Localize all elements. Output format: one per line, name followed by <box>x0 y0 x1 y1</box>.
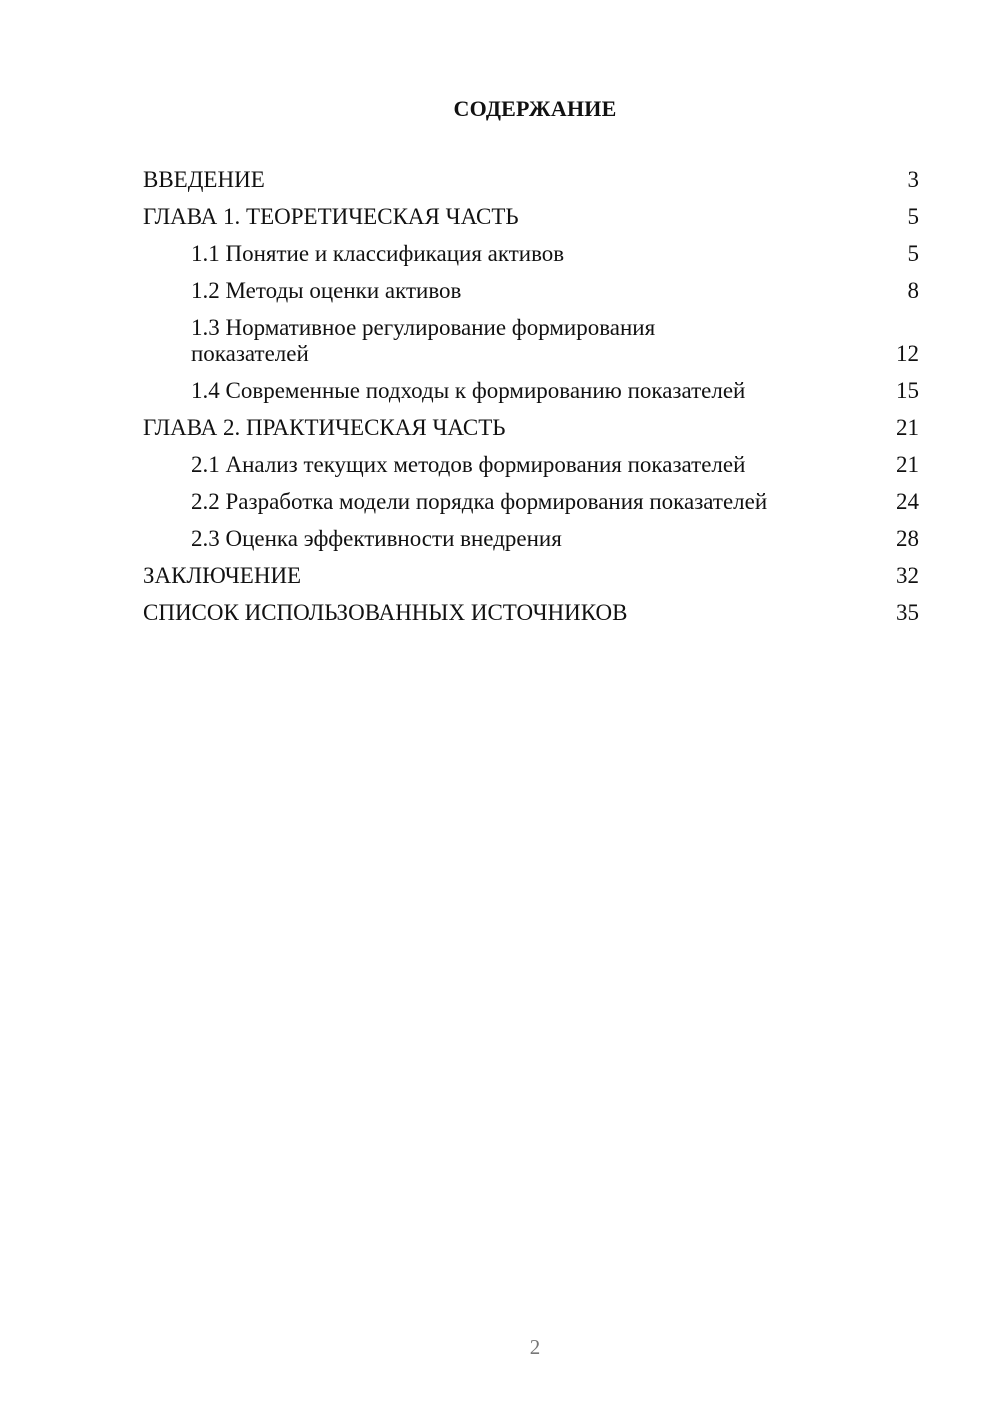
toc-entry-section-1-3 <box>143 315 919 367</box>
toc-entry-label: ГЛАВА 2. ПРАКТИЧЕСКАЯ ЧАСТЬ <box>143 415 506 440</box>
page-number: 2 <box>529 1335 541 1359</box>
toc-entry-page: 5 <box>907 241 919 266</box>
toc-entry-label: СПИСОК ИСПОЛЬЗОВАННЫХ ИСТОЧНИКОВ <box>143 600 628 625</box>
toc-entry-introduction <box>143 167 919 193</box>
toc-entry-label: ВВЕДЕНИЕ <box>143 167 265 192</box>
toc-entry-section-2-2 <box>143 489 919 515</box>
toc-entry-label: 2.2 Разработка модели порядка формирования показателей <box>191 489 768 514</box>
toc-entry-chapter-2 <box>143 415 919 441</box>
toc-entry-section-1-4 <box>143 378 919 404</box>
toc-entry-label: 1.2 Методы оценки активов <box>191 278 462 303</box>
toc-entry-page: 32 <box>896 563 919 588</box>
toc-entry-label: 2.1 Анализ текущих методов формирования показателей <box>191 452 746 477</box>
toc-entry-label: 2.3 Оценка эффективности внедрения <box>191 526 562 551</box>
toc-entry-section-1-1 <box>143 241 919 267</box>
toc-entry-section-1-2 <box>143 278 919 304</box>
toc-entry-page: 21 <box>896 452 919 477</box>
toc-entry-page: 35 <box>896 600 919 625</box>
toc-entry-label: 1.1 Понятие и классификация активов <box>191 241 565 266</box>
toc-entry-label: 1.4 Современные подходы к формированию показателей <box>191 378 746 403</box>
toc-entry-label: 1.3 Нормативное регулирование формирования показателей <box>191 315 656 366</box>
toc-entry-page: 21 <box>896 415 919 440</box>
toc-entry-label: ГЛАВА 1. ТЕОРЕТИЧЕСКАЯ ЧАСТЬ <box>143 204 519 229</box>
toc-entry-page: 5 <box>907 204 919 229</box>
toc-entry-page: 15 <box>896 378 919 403</box>
toc-entry-page: 24 <box>896 489 919 514</box>
toc-entry-page: 8 <box>907 278 919 303</box>
toc-entry-references <box>143 600 919 626</box>
toc-entry-section-2-3 <box>143 526 919 552</box>
table-of-contents <box>143 167 919 637</box>
toc-entry-label: ЗАКЛЮЧЕНИЕ <box>143 563 302 588</box>
toc-entry-page: 3 <box>907 167 919 192</box>
toc-entry-page: 12 <box>896 341 919 366</box>
toc-entry-conclusion <box>143 563 919 589</box>
toc-entry-chapter-1 <box>143 204 919 230</box>
toc-entry-section-2-1 <box>143 452 919 478</box>
page-title: СОДЕРЖАНИЕ <box>453 96 617 121</box>
toc-entry-page: 28 <box>896 526 919 551</box>
